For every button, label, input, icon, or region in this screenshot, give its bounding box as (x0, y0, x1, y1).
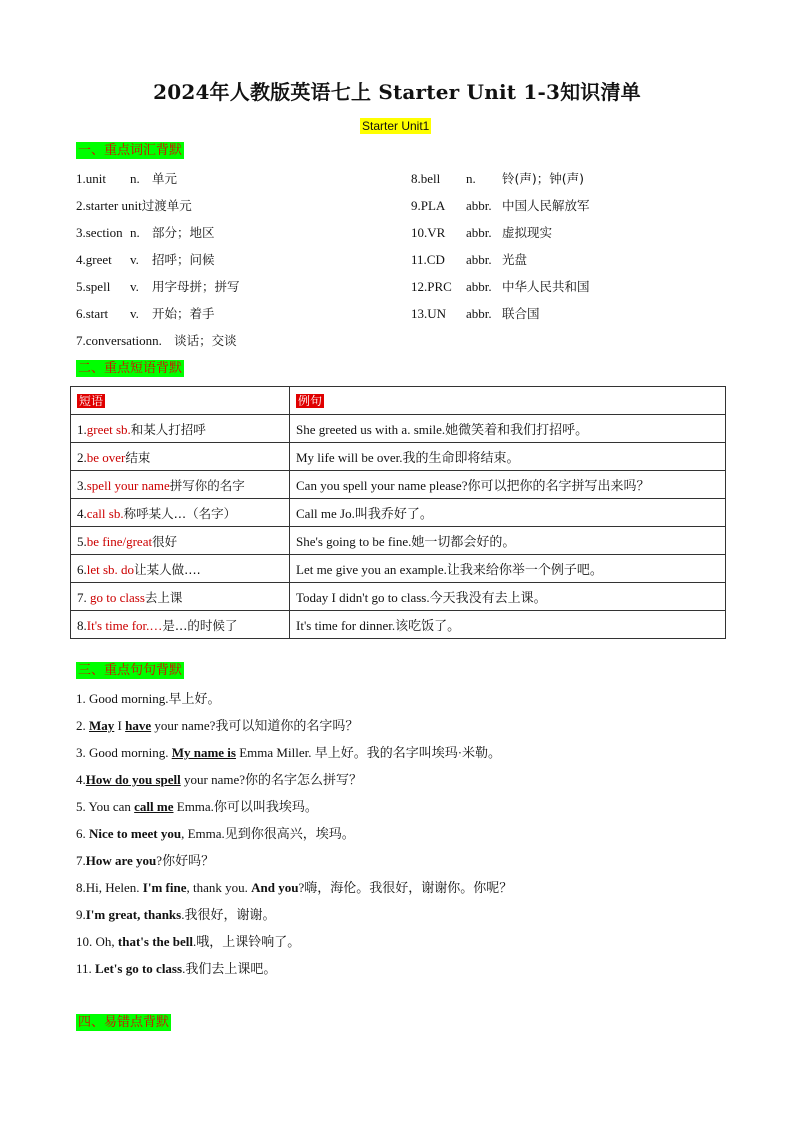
vocab-pos: abbr. (466, 225, 492, 240)
phrase-cn: 让某人做…. (134, 561, 201, 577)
sentence-text: 2. (76, 718, 89, 733)
table-row (71, 611, 726, 639)
vocab-meaning: 谈话；交谈 (174, 333, 237, 348)
vocab-pos: abbr. (466, 306, 492, 321)
vocab-item (76, 224, 215, 242)
vocab-item (411, 197, 590, 215)
sentence-text: .我们去上课吧。 (182, 961, 277, 976)
phrase-cn: 结束 (125, 449, 151, 465)
sentence-item (76, 906, 275, 924)
example-cell: Today I didn't go to class.今天我没有去上课。 (290, 583, 726, 611)
sentence-item (76, 960, 276, 978)
phrase-cn: 称呼某人…（名字） (123, 505, 237, 521)
phrase-number: 5. (77, 533, 87, 549)
vocab-word: 3.section (76, 225, 123, 240)
sentence-key-phrase: I'm fine (142, 880, 187, 895)
table-row (71, 555, 726, 583)
example-cell: It's time for dinner.该吃饭了。 (290, 611, 726, 639)
sentence-text: , thank you. (186, 880, 252, 895)
phrase-cell (71, 583, 290, 611)
sentence-item (76, 744, 501, 762)
vocab-pos: abbr. (466, 198, 492, 213)
phrase-number: 3. (77, 477, 87, 493)
vocab-pos: n. (152, 333, 162, 348)
sentence-text: I (114, 718, 126, 733)
vocab-pos: abbr. (466, 252, 492, 267)
phrase-table-header (71, 387, 726, 415)
phrase-cn: 拼写你的名字 (169, 477, 245, 493)
sentence-text: 4. (76, 772, 86, 787)
phrase-cell (71, 527, 290, 555)
sentence-item (76, 852, 214, 870)
vocab-pos: v. (130, 306, 139, 321)
phrase-cell (71, 499, 290, 527)
phrase-number: 8. (77, 617, 87, 633)
vocab-item (76, 197, 192, 215)
sentence-text: 10. Oh, (76, 934, 118, 949)
vocab-item (411, 278, 590, 296)
sentence-text: .我很好，谢谢。 (181, 907, 276, 922)
vocab-word: 1.unit (76, 171, 106, 186)
vocab-word: 5.spell (76, 279, 111, 294)
vocab-item (411, 224, 552, 242)
sentence-text: Emma Miller. 早上好。我的名字叫埃玛·米勒。 (235, 745, 502, 760)
phrase-number: 7. (77, 589, 87, 605)
phrase-number: 4. (77, 505, 87, 521)
unit-tag: Starter Unit1 (362, 119, 430, 133)
sentence-text: 9. (76, 907, 86, 922)
phrase-en: It's time for.… (86, 617, 163, 633)
vocab-word: 2.starter unit (76, 198, 142, 213)
example-cell: She's going to be fine.她一切都会好的。 (290, 527, 726, 555)
sentence-key-phrase: I'm great, thanks (85, 907, 182, 922)
phrase-cell (71, 415, 290, 443)
sentence-key-phrase: that's the bell (117, 934, 194, 949)
vocab-meaning: 单元 (152, 171, 178, 186)
sentence-heading: 三、重点句句背默 (78, 663, 183, 678)
vocab-meaning: 招呼；问候 (152, 252, 215, 267)
sentence-key-phrase: May (89, 718, 115, 733)
sentence-key-phrase: Nice to meet you (89, 826, 182, 841)
phrase-en: go to class (86, 589, 145, 605)
vocab-item (411, 170, 584, 188)
sentence-text: 7. (76, 853, 86, 868)
vocab-pos: v. (130, 252, 139, 267)
phrase-number: 1. (77, 421, 87, 437)
table-row (71, 527, 726, 555)
vocab-word: 7.conversation (76, 333, 153, 348)
vocab-word: 6.start (76, 306, 109, 321)
vocab-word: 10.VR (411, 225, 446, 240)
sentence-item (76, 798, 318, 816)
sentence-item (76, 879, 512, 897)
vocab-word: 4.greet (76, 252, 112, 267)
sentence-item (76, 717, 358, 735)
phrase-number: 2. (77, 449, 87, 465)
sentence-text: 1. Good morning. (76, 691, 169, 706)
sentence-text: 8.Hi, Helen. (76, 880, 143, 895)
sentence-item (76, 825, 355, 843)
vocab-word: 9.PLA (411, 198, 446, 213)
phrase-cell (71, 555, 290, 583)
sentence-key-phrase: And you (251, 880, 299, 895)
phrase-cn: 去上课 (144, 589, 183, 605)
phrase-cn: 很好 (152, 533, 178, 549)
sentence-text: 6. (76, 826, 89, 841)
table-row (71, 583, 726, 611)
phrase-en: greet sb. (86, 421, 131, 437)
vocab-item (411, 251, 527, 269)
phrase-cn: 和某人打招呼 (130, 421, 206, 437)
example-cell: Let me give you an example.让我来给你举一个例子吧。 (290, 555, 726, 583)
vocab-meaning: 光盘 (502, 252, 528, 267)
vocab-item (76, 332, 237, 350)
sentence-text: your name?你的名字怎么拼写？ (180, 772, 363, 787)
table-row (71, 499, 726, 527)
vocab-item (76, 305, 215, 323)
sentence-text: 5. You can (76, 799, 135, 814)
sentence-text: ?嗨，海伦。我很好，谢谢你。你呢？ (298, 880, 513, 895)
vocab-meaning: 过渡单元 (141, 198, 192, 213)
phrase-en: let sb. do (86, 561, 135, 577)
sentence-text: your name?我可以知道你的名字吗？ (151, 718, 359, 733)
phrase-cn: 是…的时候了 (162, 617, 238, 633)
vocab-meaning: 虚拟现实 (502, 225, 553, 240)
vocab-pos: v. (130, 279, 139, 294)
vocab-meaning: 中华人民共和国 (502, 279, 590, 294)
example-cell: Call me Jo.叫我乔好了。 (290, 499, 726, 527)
vocab-meaning: 中国人民解放军 (502, 198, 590, 213)
vocab-word: 12.PRC (411, 279, 452, 294)
vocab-meaning: 铃(声)；钟(声) (502, 171, 585, 186)
vocab-word: 11.CD (411, 252, 445, 267)
table-row (71, 443, 726, 471)
example-col-header: 例句 (290, 387, 726, 415)
vocab-pos: n. (130, 225, 140, 240)
table-row (71, 415, 726, 443)
vocab-pos: n. (466, 171, 476, 186)
vocab-word: 13.UN (411, 306, 447, 321)
sentence-text: 3. Good morning. (76, 745, 172, 760)
phrase-cell (71, 471, 290, 499)
phrase-en: be over (86, 449, 126, 465)
vocab-pos: abbr. (466, 279, 492, 294)
sentence-item (76, 771, 362, 789)
phrase-cell (71, 611, 290, 639)
sentence-key-phrase: How are you (85, 853, 157, 868)
mistake-heading: 四、易错点背默 (78, 1015, 170, 1030)
vocab-pos: n. (130, 171, 140, 186)
phrase-cell (71, 443, 290, 471)
sentence-text: Emma.你可以叫我埃玛。 (173, 799, 318, 814)
example-cell: My life will be over.我的生命即将结束。 (290, 443, 726, 471)
phrase-en: call sb. (86, 505, 124, 521)
vocab-meaning: 部分；地区 (152, 225, 215, 240)
example-cell: Can you spell your name please?你可以把你的名字拼写出来吗？ (290, 471, 726, 499)
phrase-heading: 二、重点短语背默 (78, 361, 183, 376)
phrase-table (70, 386, 726, 639)
sentence-item (76, 690, 220, 708)
table-row (71, 471, 726, 499)
phrase-en: be fine/great (86, 533, 153, 549)
sentence-text: .哦，上课铃响了。 (193, 934, 301, 949)
vocab-meaning: 联合国 (502, 306, 540, 321)
phrase-en: spell your name (86, 477, 170, 493)
vocab-meaning: 用字母拼；拼写 (152, 279, 240, 294)
sentence-key-phrase: have (125, 718, 152, 733)
sentence-text: , Emma.见到你很高兴，埃玛。 (181, 826, 355, 841)
sentence-key-phrase: Let's go to class (95, 961, 183, 976)
sentence-item (76, 933, 300, 951)
sentence-key-phrase: How do you spell (85, 772, 181, 787)
vocab-meaning: 开始；着手 (152, 306, 215, 321)
sentence-key-phrase: call me (134, 799, 174, 814)
sentence-text: ?你好吗？ (156, 853, 215, 868)
document-title: 2024年人教版英语七上 Starter Unit 1-3知识清单 (153, 80, 641, 104)
phrase-number: 6. (77, 561, 87, 577)
sentence-text: 11. (76, 961, 96, 976)
sentence-key-phrase: My name is (171, 745, 236, 760)
phrase-col-header: 短语 (71, 387, 290, 415)
vocab-item (76, 170, 177, 188)
vocab-item (76, 251, 215, 269)
vocab-word: 8.bell (411, 171, 441, 186)
example-cell: She greeted us with a. smile.她微笑着和我们打招呼。 (290, 415, 726, 443)
vocab-item (411, 305, 540, 323)
vocab-item (76, 278, 240, 296)
vocab-heading: 一、重点词汇背默 (78, 143, 183, 158)
sentence-text: 早上好。 (168, 691, 221, 706)
